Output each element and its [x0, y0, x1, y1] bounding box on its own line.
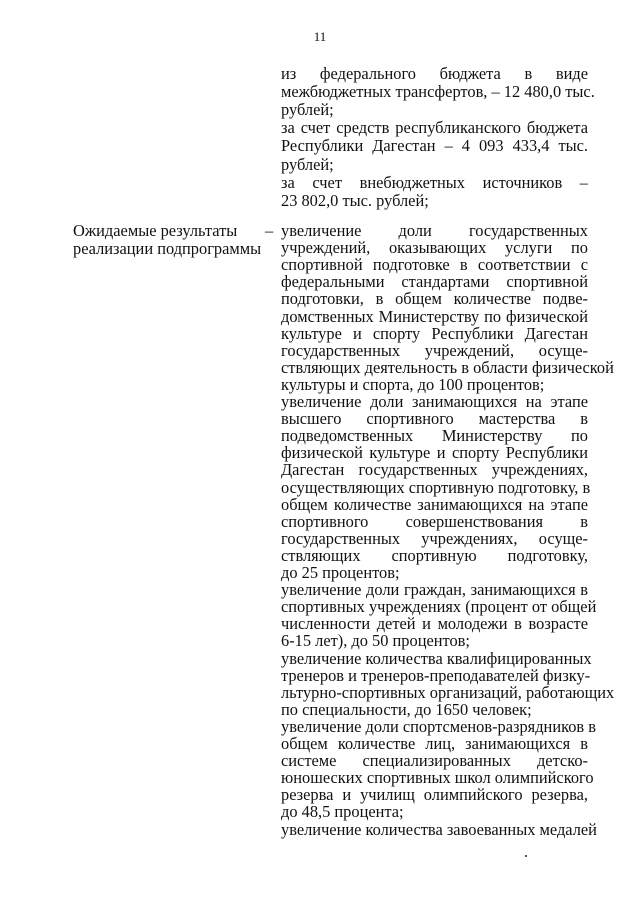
result-line: до 25 процентов; [281, 563, 400, 582]
funding-line: из федерального бюджета в виде [281, 64, 588, 83]
result-line: Дагестан государственных учреждениях, [281, 460, 588, 480]
result-line: культуры и спорта, до 100 процентов; [281, 374, 545, 394]
section-label-line: Ожидаемые результаты [73, 221, 238, 240]
result-line: высшего спортивного мастерства в [281, 409, 588, 429]
result-line: численности детей и молодежи в возрасте [281, 614, 588, 634]
result-line: по специальности, до 1650 человек; [281, 699, 532, 719]
result-line: ствляющих спортивную подготовку, [281, 545, 588, 565]
result-line: общем количестве лиц, занимающихся в [281, 734, 588, 753]
result-line: спортивного совершенствования в [281, 511, 588, 531]
result-line: увеличение доли граждан, занимающихся в [281, 580, 588, 600]
result-line: общем количестве занимающихся на этапе [281, 494, 588, 514]
funding-line: Республики Дагестан – 4 093 433,4 тыс. [281, 136, 588, 156]
result-line: подведомственных Министерству по [281, 426, 588, 446]
result-line: до 48,5 процента; [281, 802, 404, 822]
result-line: федеральными стандартами спортивной [281, 272, 588, 292]
result-line: спортивной подготовке в соответствии с [281, 255, 588, 275]
result-line: физической культуре и спорту Республики [281, 443, 588, 463]
result-line: культуре и спорту Республики Дагестан [281, 323, 588, 343]
funding-line: за счет внебюджетных источников – [281, 172, 588, 192]
label-separator-dash: – [265, 221, 274, 240]
result-line: увеличение доли спортсменов-разрядников в [281, 716, 596, 736]
result-line: увеличение количества завоеванных медалей [281, 819, 597, 839]
funding-line: 23 802,0 тыс. рублей; [281, 190, 429, 210]
result-line: резерва и училищ олимпийского резерва, [281, 785, 588, 805]
result-line: системе специализированных детско- [281, 751, 588, 771]
page-number: 11 [313, 29, 327, 44]
result-line: юношеских спортивных школ олимпийского [281, 768, 594, 788]
result-line: учреждений, оказывающих услуги по [281, 238, 588, 258]
result-line: увеличение доли государственных [281, 221, 588, 240]
result-line: государственных учреждений, осуще- [281, 340, 588, 360]
funding-line: рублей; [281, 100, 334, 120]
result-line: увеличение доли занимающихся на этапе [281, 392, 588, 411]
result-line: государственных учреждениях, осуще- [281, 528, 588, 548]
result-line: 6-15 лет), до 50 процентов; [281, 631, 470, 651]
result-line: льтурно-спортивных организаций, работающих [281, 682, 615, 702]
scan-speck [525, 855, 527, 857]
result-line: спортивных учреждениях (процент от общей [281, 597, 597, 617]
section-label-line: реализации подпрограммы [73, 239, 262, 258]
funding-line: межбюджетных трансфертов, – 12 480,0 тыс. [281, 82, 595, 102]
result-line: домственных Министерству по физической [281, 306, 588, 326]
funding-line: рублей; [281, 154, 334, 174]
result-line: подготовки, в общем количестве подве- [281, 289, 588, 309]
result-line: ствляющих деятельность в области физической [281, 357, 614, 377]
result-line: увеличение количества квалифицированных [281, 648, 592, 668]
result-line: осуществляющих спортивную подготовку, в [281, 477, 591, 497]
funding-line: за счет средств республиканского бюджета [281, 118, 588, 138]
result-line: тренеров и тренеров-преподавателей физку- [281, 665, 591, 685]
